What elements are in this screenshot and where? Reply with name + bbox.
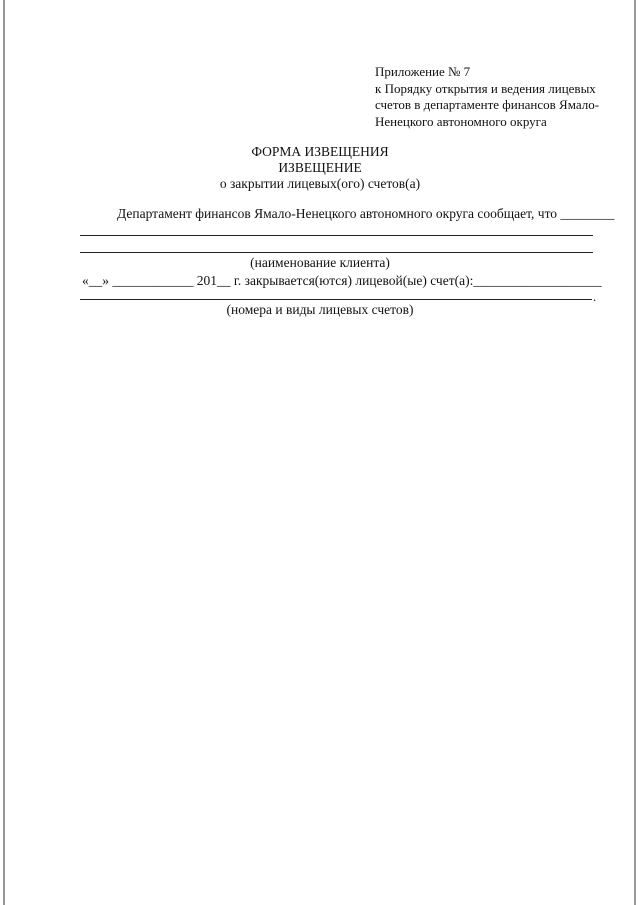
accounts-line <box>80 299 592 300</box>
annex-number: Приложение № 7 <box>375 64 471 79</box>
client-name-line-1 <box>80 235 593 236</box>
intro-sentence: Департамент финансов Ямало-Ненецкого автономного округа сообщает, что ________ <box>117 206 615 221</box>
annex-block <box>375 64 599 130</box>
accounts-caption: (номера и виды лицевых счетов) <box>226 302 414 317</box>
scan-left-edge <box>3 0 5 905</box>
scan-right-edge <box>634 0 636 905</box>
document-title: ИЗВЕЩЕНИЕ <box>278 160 362 175</box>
form-heading: ФОРМА ИЗВЕЩЕНИЯ <box>251 144 389 159</box>
accounts-line-end-dot: . <box>593 289 597 304</box>
annex-line: к Порядку открытия и ведения лицевых <box>375 80 596 96</box>
document-subtitle: о закрытии лицевых(ого) счетов(а) <box>219 176 421 191</box>
annex-line: Ненецкого автономного округа <box>375 113 547 129</box>
annex-line: счетов в департаменте финансов Ямало- <box>375 97 600 112</box>
client-name-line-2 <box>80 252 593 253</box>
client-name-caption: (наименование клиента) <box>250 255 390 270</box>
closing-date-row: «__» ____________ 201__ г. закрывается(ются) лицевой(ые) счет(а):___________________ <box>82 273 602 288</box>
